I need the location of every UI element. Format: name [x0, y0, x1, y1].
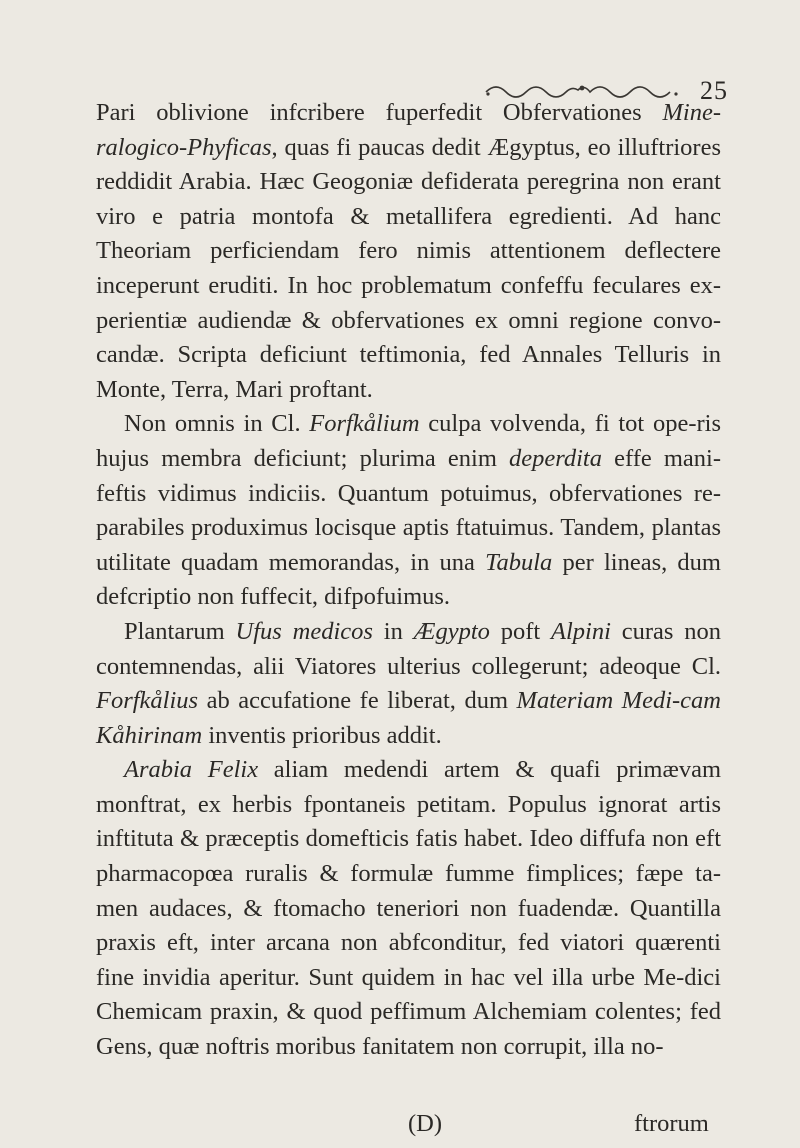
italic-text: Materiam Medi-cam Kåhirinam — [96, 687, 721, 749]
text-run: ab accufatione fe liberat, dum — [198, 687, 517, 715]
italic-text: Alpini — [551, 617, 611, 645]
italic-text: Ufus medicos — [235, 617, 373, 645]
text-run: effe mani-feftis vidimus indiciis. Quantum potuimus, obfervationes re-parabiles produximus locisque aptis ftatuimus. Tandem, plantas utilitate quadam memorandas, in una — [96, 444, 721, 576]
italic-text: Mine-ralogico-Phyficas — [96, 99, 721, 161]
italic-text: Forfkålium — [309, 410, 420, 438]
text-run: culpa volvenda, fi tot ope-ris hujus membra deficiunt; plurima enim — [96, 410, 721, 472]
text-run: aliam medendi artem & quafi primævam monftrat, ex herbis fpontaneis petitam. Populus ignorat artis inftituta & præceptis domefticis fatis habet. Ideo diffufa non eft pharmacopœa ruralis & formulæ fumme fimplices; fæpe ta-men audaces, & ftomacho teneriori non fuadendæ. Quantilla praxis eft, inter arcana non abfconditur, fed viatori quærenti fine invidia aperitur. Sunt quidem in hac vel illa urbe Me-dici Chemicam praxin, & quod peffimum Alchemiam colentes; fed Gens, quæ noftris moribus fanitatem non corrupit, illa no- — [96, 756, 722, 1061]
text-run: Non omnis in Cl. — [124, 410, 310, 438]
italic-text: deperdita — [509, 444, 602, 472]
paragraph — [96, 407, 721, 615]
text-run: , quas fi paucas dedit Ægyptus, eo illuftriores reddidit Arabia. Hæc Geogoniæ defiderata peregrina non erant viro e patria montofa & metallifera egredienti. Ad hanc Theoriam perficiendam fero nimis attentionem deflectere inceperunt eruditi. In hoc problematum confeffu feculares ex-perientiæ audiendæ & obfervationes ex omni regione convo-candæ. Scripta deficiunt teftimonia, fed Annales Telluris in Monte, Terra, Mari proftant. — [96, 133, 721, 403]
paragraph — [96, 96, 721, 407]
text-run: Plantarum — [124, 617, 236, 645]
catchword: ftrorum — [634, 1110, 709, 1137]
paragraph — [96, 753, 721, 1064]
italic-text: Ægypto — [413, 617, 490, 645]
body-text — [96, 96, 721, 1065]
page-number: 25 — [700, 76, 728, 105]
italic-text: Tabula — [485, 548, 553, 576]
italic-text: Forfkålius — [96, 687, 199, 715]
text-run: poft — [489, 617, 551, 645]
page-footer — [0, 1110, 800, 1144]
text-run: per lineas, dum defcriptio non fuffecit, difpofuimus. — [96, 548, 721, 611]
italic-text: Arabia Felix — [124, 756, 259, 784]
text-run: Pari oblivione infcribere fuperfedit Obfervationes — [96, 99, 663, 126]
text-run: curas non contemnendas, alii Viatores ulterius collegerunt; adeoque Cl. — [96, 617, 721, 680]
text-run: inventis prioribus addit. — [202, 721, 442, 749]
signature-mark: (D) — [408, 1110, 443, 1137]
paragraph — [96, 615, 721, 753]
text-run: in — [372, 617, 414, 645]
